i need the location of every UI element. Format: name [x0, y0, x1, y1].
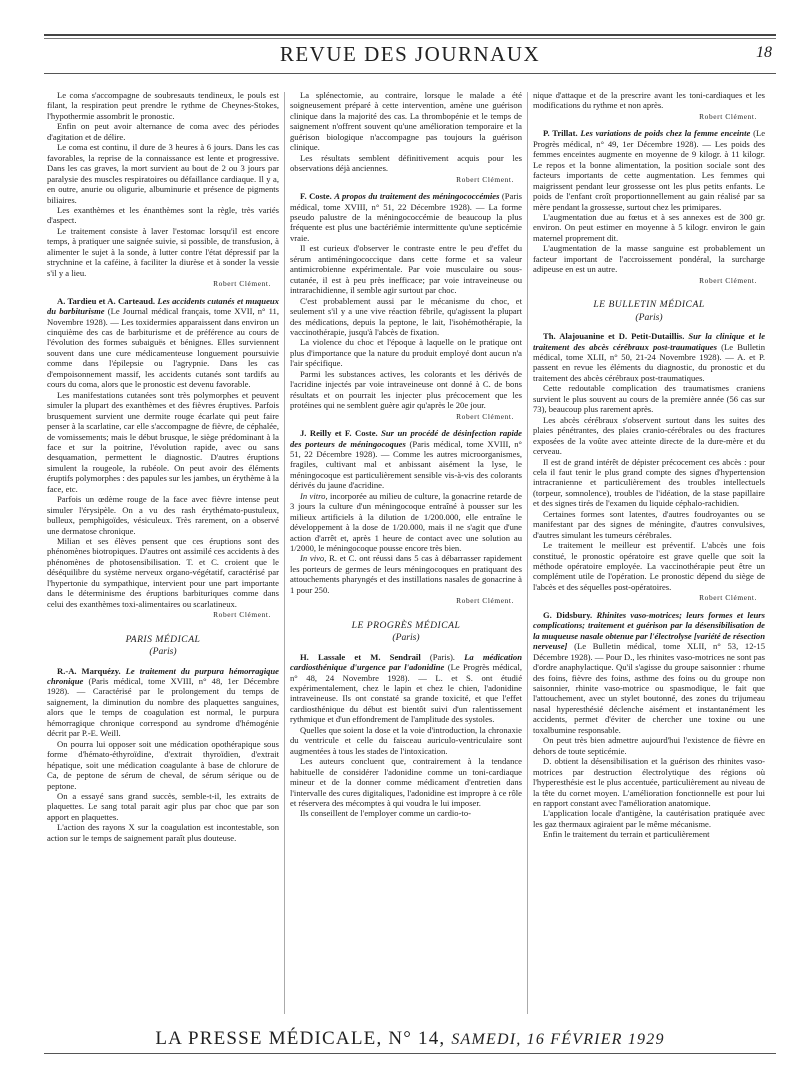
article-title: Sur un procédé de désinfection rapide des porteurs de méningocoques	[290, 428, 522, 449]
article-text: — Caractérisé par le prolongement du temps de saignement, la diminution du nombre des plaquettes sanguines, alors que le temps de coagulation est normal, le purpura hémorragique chronique correspond au syndrome d'hémogénie décrit par P.-E. Weill.	[47, 686, 279, 739]
article-reference: (Le Bulletin médical, tome XLII, n° 53, 12-15 Décembre 1928).	[533, 641, 765, 662]
section-subheading: (Paris)	[392, 632, 420, 644]
paragraph-text: R. et C. ont réussi dans 5 cas à débarrasser rapidement les porteurs de germes de leurs méningocoques en pratiquant des attouchements pharyngés et des instillations nasales de gonacrine à 1 pour 250.	[290, 553, 522, 595]
paragraph: Le traitement consiste à laver l'estomac lorsqu'il est encore temps, à pratiquer une saignée suivie, si possible, de transfusion, à alimenter le sujet à la sonde, à lutter contre l'état dépressif par la strychnine et la caféine, à faciliter la diurèse et à sonder la vessie s'il y a lieu.	[47, 225, 279, 278]
article-text: — Comme les autres microorganismes, fragiles, cultivant mal et anbissant aisément la lyse, le méningocoque est particulièrement sensible vis-à-vis des colorants dérivés du jaune d'acridine.	[290, 448, 522, 491]
signature: Robert Clément.	[213, 610, 271, 620]
article-entry	[533, 128, 765, 212]
section-subheading: (Paris)	[635, 311, 663, 323]
section-heading: LE BULLETIN MÉDICAL	[593, 299, 705, 311]
article-reference: (Paris médical, tome XVIII, n° 51, 22 Décembre 1928).	[290, 191, 522, 212]
paragraph: Il est curieux d'observer le contraste entre le peu d'effet du sérum antiméningococcique dans cette forme et sa valeur antimicrobienne expérimentale. Par voie musculaire ou sous-cutanée, il est à peu près inefficace; par voie intraveineuse ou intrarachidienne, il semble agir surtout par choc.	[290, 243, 522, 296]
paragraph: Quelles que soient la dose et la voie d'introduction, la chronaxie du ventricule et celle du faisceau auriculo-ventriculaire sont augmentées à tous les stades de l'intoxication.	[290, 724, 522, 756]
article-place: (Paris).	[429, 651, 455, 662]
journal-title: REVUE DES JOURNAUX	[279, 42, 541, 66]
paragraph: L'action des rayons X sur la coagulation est incontestable, son action sur le temps de saignement paraît plus douteuse.	[47, 822, 279, 843]
signature: Robert Clément.	[699, 111, 757, 121]
column-divider	[527, 92, 528, 1014]
article-authors: F. Coste.	[300, 191, 332, 202]
footer-journal-name: LA PRESSE MÉDICALE, N° 14,	[155, 1028, 446, 1049]
article-reference: (Le Progrès médical, n° 49, 1er Décembre 1928).	[533, 128, 765, 149]
footer-rule	[44, 1053, 776, 1054]
paragraph: Les exanthèmes et les énanthèmes sont la règle, très variés d'aspect.	[47, 204, 279, 226]
paragraph: Le coma s'accompagne de soubresauts tendineux, le pouls est filant, la respiration peut prendre le rythme de Cheynes-Stokes, l'hypothermie assombrit le pronostic.	[47, 90, 279, 121]
footer-journal	[44, 1028, 776, 1050]
paragraph: Parfois un œdème rouge de la face avec fièvre intense peut simuler l'érysipèle. On a vu des rash érythémato-pustuleux, bulleux, pemphigoïdes, vésiculeux. Très rarement, on a observé une dermatose chronique.	[47, 494, 279, 536]
article-reference: (Paris médical, tome XVIII, n° 51, 22 Décembre 1928).	[290, 438, 522, 459]
page-number: 18	[756, 44, 772, 61]
paragraph: La splénectomie, au contraire, lorsque le malade a été soigneusement préparé à cette intervention, amène une guérison clinique dans la majorité des cas. La thrombopénie et le temps de saignement n'offrent souvent qu'une amélioration temporaire et la guérison biologique n'accompagne pas toujours la guérison clinique.	[290, 90, 522, 153]
article-title: Rhinites vaso-motrices; leurs formes et leurs complications; traitement et guérison par la désensibilisation de la muqueuse nasale obtenue par l'électrolyse [variété de résection nerveuse]	[533, 609, 765, 652]
article-title: Le traitement du purpura hémorragique chronique	[47, 665, 279, 687]
article-reference: (Paris médical, tome XVIII, n° 48, 1er Décembre 1928).	[47, 676, 279, 697]
article-entry	[290, 652, 522, 725]
article-text: — A. et P. passent en revue les éléments du diagnostic, du pronostic et du traitement des abcès cérébraux post-traumatiques.	[533, 351, 765, 383]
paragraph: Enfin le traitement du terrain et particulièrement	[543, 829, 710, 840]
paragraph: La violence du choc et l'époque à laquelle on le pratique ont plus d'importance que la nature du produit employé dont aucun n'a l'air spécifique.	[290, 337, 522, 369]
article-authors: P. Trillat.	[543, 128, 578, 139]
column-left	[47, 90, 279, 1020]
column-divider	[284, 92, 285, 1014]
footer-date: SAMEDI, 16 FÉVRIER 1929	[451, 1031, 665, 1048]
paragraph: Enfin on peut avoir alternance de coma avec des périodes d'agitation et de délire.	[47, 121, 279, 142]
italic-lead: In vitro,	[300, 490, 328, 501]
page-header	[44, 42, 776, 70]
paragraph: Milian et ses élèves pensent que ces éruptions sont des phénomènes biotropiques. D'autres ont assimilé ces accidents à des phénomènes de photosensibilisation. T. et C. croient que le déséquilibre du système nerveux organo-végétatif, caractérisé par l'hypertonie du sympathique, intervient pour une part importante dans le déterminisme des éruptions barbituriques comme dans celui des exanthèmes toxi-alimentaires ou scarlatineux.	[47, 536, 279, 609]
article-authors: J. Reilly et F. Coste.	[300, 428, 378, 439]
paragraph: Les abcès cérébraux s'observent surtout dans les suites des plaies pénétrantes, des plaies cranio-cérébrales ou des fractures exposées de la voûte avec atteinte directe de la dure-mère et du cerveau.	[533, 414, 765, 457]
column-right	[533, 90, 765, 1020]
article-text: — La forme pseudo palustre de la méningococcémie de beaucoup la plus fréquente est plus une bactériémie intermittente qu'une septicémie vraie.	[290, 201, 522, 243]
paragraph: Le traitement le meilleur est préventif. L'abcès une fois constitué, le pronostic opératoire est grave quelle que soit la méthode opératoire employée. La vaccinothérapie peut être un complément utile de l'opération. Le pronostic dépend du siège de l'abcès et des séquelles post-opératoires.	[533, 540, 765, 592]
paragraph: D. obtient la désensibilisation et la guérison des rhinites vaso-motrices par destruction électrolytique des régions où l'hyperesthésie est le plus accentuée, particulièrement au niveau de la tête du cornet moyen. L'amélioration fonctionnelle est pour lui en rapport constant avec l'amélioration anatomique.	[533, 756, 765, 808]
article-authors: R.-A. Marquézy.	[57, 665, 121, 676]
article-title: A propos du traitement des méningococcémies	[334, 191, 500, 202]
article-entry	[290, 428, 522, 491]
section-subheading: (Paris)	[149, 646, 177, 658]
signature: Robert Clément.	[456, 596, 514, 606]
article-reference: (Le Progrès médical, n° 48, 24 Novembre 1928).	[290, 662, 522, 683]
article-title: La médication cardiosthénique d'urgence par l'adonidine	[290, 651, 522, 673]
signature: Robert Clément.	[456, 174, 514, 184]
article-text: — L. et S. ont étudié expérimentalement, chez le lapin et chez le chien, l'adonidine intraveineuse. Ils ont constaté sa grande toxicité, et que l'effet cardiosthénique du début est bientôt suivi d'un ralentissement rythmique et d'un effondrement de l'amplitude des systoles.	[290, 672, 522, 725]
article-authors: H. Lassale et M. Sendrail	[300, 651, 421, 662]
paragraph: L'augmentation due au fœtus et à ses annexes est de 300 gr. environ. On peut estimer en moyenne à 5 kilogr. environ le gain maternel proprement dit.	[533, 211, 765, 243]
page-footer	[44, 1028, 776, 1052]
signature: Robert Clément.	[456, 411, 514, 421]
paragraph: L'augmentation de la masse sanguine est probablement un facteur important de l'accroissement pondéral, la surcharge adipeuse en est un autre.	[533, 243, 765, 275]
article-reference: (Le Journal médical français, tome XVII, n° 11, Novembre 1928).	[47, 306, 279, 327]
paragraph: Certaines formes sont latentes, d'autres foudroyantes ou se manifestant par des signes de méningite, d'autres convulsives, d'autres simulant les tumeurs cérébrales.	[533, 508, 765, 540]
article-text: — Les toxidermies apparaissent dans environ un cinquième des cas de barbiturisme et de préférence au cours de l'évolution des formes subaiguës et bénignes. Elles surviennent souvent dans une cure médicamenteuse longuement poursuivie comme dans l'épilepsie ou l'agrypnie. Dans les cas d'empoisonnement massif, les accidents cutanés sont tardifs au cours du coma, alors que le pronostic est devenu favorable.	[47, 316, 279, 390]
article-authors: Th. Alajouanine et D. Petit-Dutaillis.	[543, 331, 685, 342]
paragraph	[290, 491, 522, 554]
paragraph: Il est de grand intérêt de dépister précocement ces abcès : pour cela il faut tenir le plus grand compte des signes d'hypertension intracranienne et particulièrement des troubles intellectuels (torpeur, somnolence), troubles de l'idéation, de la stase papillaire et des signes tirés de l'examen du liquide céphalo-rachidien.	[533, 456, 765, 509]
article-text: — Les poids des femmes enceintes augmente en moyenne de 9 kilogr. à 11 kilogr. Le repos et la bonne alimentation, la position sociale sont des facteurs importants de cette augmentation. Les femmes qui maigrissent pendant leur grossesse ont les plus petits enfants. Le poids de l'enfant croît proportionnellement au gain réalisé par sa mère pendant la grossesse, surtout chez les primipares.	[533, 138, 765, 212]
paragraph: Cette redoutable complication des traumatismes craniens survient le plus souvent au cours de la première année (56 cas sur 73), beaucoup plus rarement après.	[533, 383, 765, 415]
article-entry	[533, 331, 765, 383]
section-heading: LE PROGRÈS MÉDICAL	[351, 619, 461, 631]
top-rule	[44, 34, 776, 36]
article-title: Sur la clinique et le traitement des abcès cérébraux post-traumatiques	[533, 331, 765, 352]
article-reference: (Le Bulletin médical, tome XLII, n° 50, 21-24 Novembre 1928).	[533, 341, 765, 362]
paragraph: On pourra lui opposer soit une médication opothérapique sous forme d'hémato-éthyroïdine, d'extrait thyroïdien, d'extrait hépatique, soit une médication coagulante à base de chlorure de Ca, de peptone de sérum de cheval, de sérum sérique ou de peptone.	[47, 738, 279, 791]
section-heading: PARIS MÉDICAL	[125, 633, 201, 645]
paragraph: On a essayé sans grand succès, semble-t-il, les extraits de plaquettes. Le sang total parait agir plus par choc que par son apport en plaquettes.	[47, 791, 279, 822]
paragraph-text: incorporée au milieu de culture, la gonacrine retarde de 3 jours la culture d'un méningocoque entraîné à pousser sur les milieux artificiels à la dilution de 1/200.000, elle entraîne le développement à la dose de 1/20.000, mais il ne s'agit que d'une action d'arrêt et, après 1 heure de contact avec une solution au 1/2000, le méningocoque pousse encore très bien.	[290, 490, 522, 554]
article-title: Les accidents cutanés et muqueux du barbiturisme	[47, 295, 279, 317]
article-authors: G. Didsbury.	[543, 609, 593, 620]
paragraph: L'application locale d'antigène, la cautérisation pratiquée avec les gaz thermaux agiraient par le même mécanisme.	[533, 808, 765, 829]
article-entry	[47, 296, 279, 390]
top-rule-thin	[44, 38, 776, 39]
signature: Robert Clément.	[699, 593, 757, 603]
signature: Robert Clément.	[213, 279, 271, 289]
paragraph: Les manifestations cutanées sont très polymorphes et peuvent simuler la plupart des exanthèmes et des fièvres éruptives. Parfois brusquement survient une dermite rouge écarlate qui peut faire penser à la scarlatine, car elle s'accompagne de fièvre, de céphalée, de vomissements; mais le début brusque, le siège prédominant à la face et sur la poitrine, l'évolution rapide, avec ou sans desquamation, permettent le diagnostic. D'autres éruptions simulent la rougeole, la rubéole. On peut avoir des éléments éruptifs polymorphes : des papules sur les jambes, un érythème à la face, etc.	[47, 389, 279, 494]
article-authors: A. Tardieu et A. Carteaud.	[57, 295, 155, 306]
paragraph: Le coma est continu, il dure de 3 heures à 6 jours. Dans les cas favorables, la reprise de la connaissance est lente et progressive. Dans les cas graves, la mort survient au bout de 2 ou 3 jours par paralysie des muscles respiratoires ou défaillance cardiaque. Il y a, en outre, anurie ou oligurie, albuminurie et présence de pigments biliaires.	[47, 142, 279, 205]
article-entry	[47, 666, 279, 739]
column-middle	[290, 90, 522, 1020]
signature: Robert Clément.	[699, 275, 757, 285]
paragraph: On peut très bien admettre aujourd'hui l'existence de fièvre en dehors de toute septicémie.	[533, 735, 765, 756]
article-entry	[290, 191, 522, 243]
paragraph	[290, 553, 522, 595]
paragraph: Ils conseillent de l'employer comme un cardio-to-	[300, 808, 471, 819]
article-text: — Pour D., les rhinites vaso-motrices ne sont pas d'ordre anaphylactique. Qu'il s'agisse du groupe saisonnier : rhume des foins, fièvre des foins, asthme des foins ou du groupe non saisonnier, rhinite vaso-motrice ou spasmodique, le fait que l'attouchement, avec un stylet boutonné, des zones du trijumeau nasal hyperesthésié déclenche aisément et instantanément les accidents, permet d'éviter de chercher une toxine ou une toxalbumine responsable.	[533, 651, 765, 735]
paragraph: Les auteurs concluent que, contrairement à la tendance habituelle de considérer l'adonidine comme un toni-cardiaque mineur et de la donner comme médicament d'entretien dans l'intervalle des cures digitaliques, l'adonidine est impropre à ce rôle et réservera des mécomptes à qui voudra le lui imposer.	[290, 756, 522, 808]
italic-lead: In vivo,	[300, 553, 327, 564]
paragraph: Parmi les substances actives, les colorants et les dérivés de l'acridine injectés par voie intraveineuse ont donné à C. de bons résultats et on pourrait les injecter plus précocement que les protéines qui ne semblent guère agir qu'après le 20e jour.	[290, 368, 522, 411]
paragraph: nique d'attaque et de la prescrire avant les toni-cardiaques et les modifications du rythme et non après.	[533, 90, 765, 111]
header-rule	[44, 73, 776, 74]
paragraph: C'est probablement aussi par le mécanisme du choc, et seulement s'il y a une vive réaction fébrile, qu'agissent la plupart des médications, depuis la peptone, le lait, l'isohémothérapie, la vaccinothérapie, jusqu'à l'abcès de fixation.	[290, 295, 522, 337]
article-title: Les variations de poids chez la femme enceinte	[580, 128, 751, 139]
paragraph: Les résultats semblent définitivement acquis pour les observations déjà anciennes.	[290, 152, 522, 174]
article-entry	[533, 610, 765, 735]
